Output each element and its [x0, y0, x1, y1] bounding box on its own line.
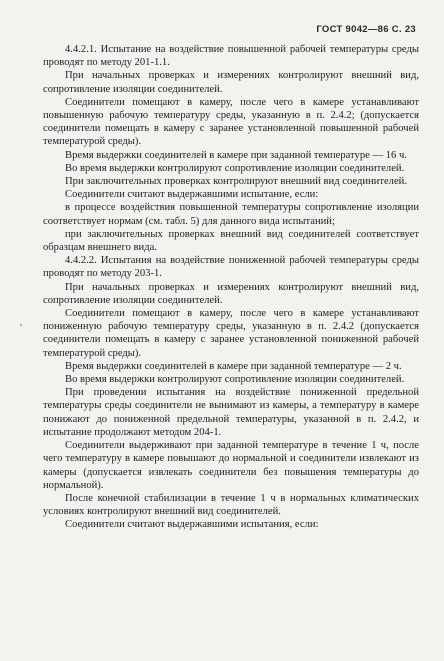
paragraph: При проведении испытания на воздействие пониженной предельной температуры среды соединители не вынимают из камеры, а температуру в камере понижают до пониженной предельной температуры, указанной в п. 2.4.2, и испытание продолжают методом 204-1.: [43, 387, 419, 438]
paragraph: Во время выдержки контролируют сопротивление изоляции соединителей.: [65, 374, 405, 386]
paragraph: при заключительных проверках внешний вид соединителей соответствует образцам внешнего вида.: [43, 228, 419, 254]
paragraph: После конечной стабилизации в течение 1 ч в нормальных климатических условиях контролируют внешний вид соединителей.: [43, 492, 419, 518]
paragraph: Время выдержки соединителей в камере при заданной температуре — 16 ч.: [65, 149, 407, 161]
paragraph: При начальных проверках и измерениях контролируют внешний вид, сопротивление изоляции соединителей.: [43, 70, 419, 95]
paragraph: в процессе воздействия повышенной температуры сопротивление изоляции соответствует нормам (см. табл. 5) для данного вида испытаний;: [43, 202, 419, 227]
paragraph: Соединители считают выдержавшими испытания, если:: [65, 519, 319, 531]
paragraph: Соединители выдерживают при заданной температуре в течение 1 ч, после чего температуру в камере повышают до нормальной и соединители извлекают из камеры (допускается извлекать соединители без повышения температуры до нормальной).: [43, 440, 419, 491]
paragraph: При заключительных проверках контролируют внешний вид соединителей.: [65, 176, 407, 188]
paragraph: 4.4.2.1. Испытание на воздействие повышенной рабочей температуры среды проводят по методу 201-1.1.: [43, 44, 419, 69]
paragraph: Соединители считают выдержавшими испытание, если:: [65, 189, 319, 201]
paragraph: При начальных проверках и измерениях контролируют внешний вид, сопротивление изоляции соединителей.: [43, 281, 419, 306]
page-header: ГОСТ 9042—86 С. 23: [316, 24, 416, 35]
paragraph: Во время выдержки контролируют сопротивление изоляции соединителей.: [65, 162, 405, 174]
paragraph: Соединители помещают в камеру, после чего в камере устанавливают повышенную рабочую температуру среды, указанную в п. 2.4.2; (допускается соединители помещать в камеру с заранее установленной повышенной рабочей температурой среды).: [43, 96, 419, 148]
paragraph: Соединители помещают в камеру, после чего в камере устанавливают пониженную рабочую температуру среды, указанную в п. 2.4.2 (допускается соединители помещать в камеру с заранее установленной пониженной рабочей температурой среды).: [43, 308, 419, 359]
paragraph: Время выдержки соединителей в камере при заданной температуре — 2 ч.: [65, 360, 402, 372]
scan-mark: [20, 324, 22, 326]
paragraph: 4.4.2.2. Испытания на воздействие пониженной рабочей температуры среды проводят по методу 203-1.: [43, 255, 419, 280]
document-body: [43, 43, 419, 532]
